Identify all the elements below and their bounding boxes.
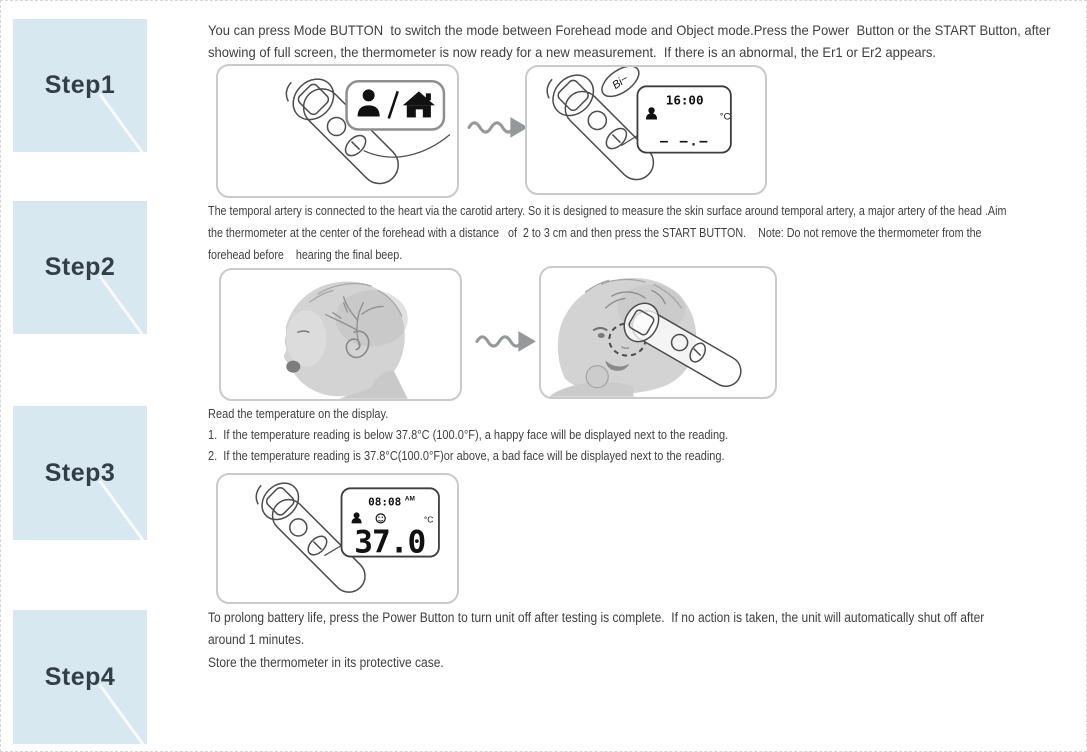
sidebar-step-2	[13, 201, 147, 334]
lcd-time: 08:08	[368, 495, 402, 509]
step2-text-line1: The temporal artery is connected to the heart via the carotid artery. So it is designed to measure the skin surface around temporal artery, a major artery of the head .Aim	[208, 203, 1007, 218]
lcd-ampm: AM	[404, 495, 415, 503]
step-box-shine	[99, 684, 147, 744]
step2-text-line2: the thermometer at the center of the forehead with a distance of 2 to 3 cm and then press the START BUTTON. Note: Do not remove the thermometer from the	[208, 225, 982, 240]
sidebar-step-4	[13, 610, 147, 744]
baby-measure-figure	[539, 266, 777, 399]
squiggly-arrow-icon	[475, 328, 537, 354]
lcd-unit: °C	[719, 111, 731, 123]
lcd-unit: °C	[423, 514, 434, 525]
baby-artery-drawing	[221, 270, 460, 399]
squiggly-arrow-icon	[467, 114, 529, 140]
lcd-time: 16:00	[665, 92, 704, 108]
thermometer-ready-figure	[525, 65, 767, 195]
step-label: Step3	[44, 458, 116, 487]
step4-text-line1: To prolong battery life, press the Power Button to turn unit off after testing is complete. If no action is taken, the unit will automatically shut off after	[208, 610, 985, 625]
thermometer-ready-drawing	[527, 67, 765, 193]
step3-text-line2: 1. If the temperature reading is below 37.8°C (100.0°F), a happy face will be displayed next to the reading.	[208, 427, 729, 442]
thermometer-mode-figure	[216, 64, 459, 198]
baby-measure-drawing	[541, 268, 775, 397]
step1-text-line1: You can press Mode BUTTON to switch the mode between Forehead mode and Object mode.Press the Power Button or the START Button, after	[208, 22, 1051, 38]
thermometer-mode-drawing	[218, 66, 457, 196]
step-label: Step2	[44, 253, 116, 281]
thermometer-reading-figure	[216, 473, 459, 604]
step3-text-line1: Read the temperature on the display.	[208, 406, 389, 421]
lcd-reading-dashes: – –.–	[659, 134, 710, 150]
sidebar-step-3	[13, 406, 147, 540]
step1-text-line2: showing of full screen, the thermometer is now ready for a new measurement. If there is an abnormal, the Er1 or Er2 appears.	[208, 44, 937, 60]
step3-text-line3: 2. If the temperature reading is 37.8°C(100.0°F)or above, a bad face will be displayed next to the reading.	[208, 448, 725, 463]
step4-text-line3: Store the thermometer in its protective case.	[208, 655, 444, 670]
thermometer-reading-drawing	[218, 475, 457, 602]
step-box-shine	[99, 480, 147, 540]
step-label: Step4	[44, 662, 116, 691]
step-box-shine	[99, 93, 147, 152]
lcd-reading: 37.0	[354, 524, 426, 561]
step2-text-line3: forehead before hearing the final beep.	[208, 247, 403, 262]
sidebar-step-1	[13, 19, 147, 152]
beep-sound-label: Bi~	[610, 72, 631, 92]
baby-artery-figure	[219, 268, 462, 401]
step-label: Step1	[44, 71, 116, 99]
step4-text-line2: around 1 minutes.	[208, 632, 305, 647]
step-box-shine	[99, 275, 147, 334]
